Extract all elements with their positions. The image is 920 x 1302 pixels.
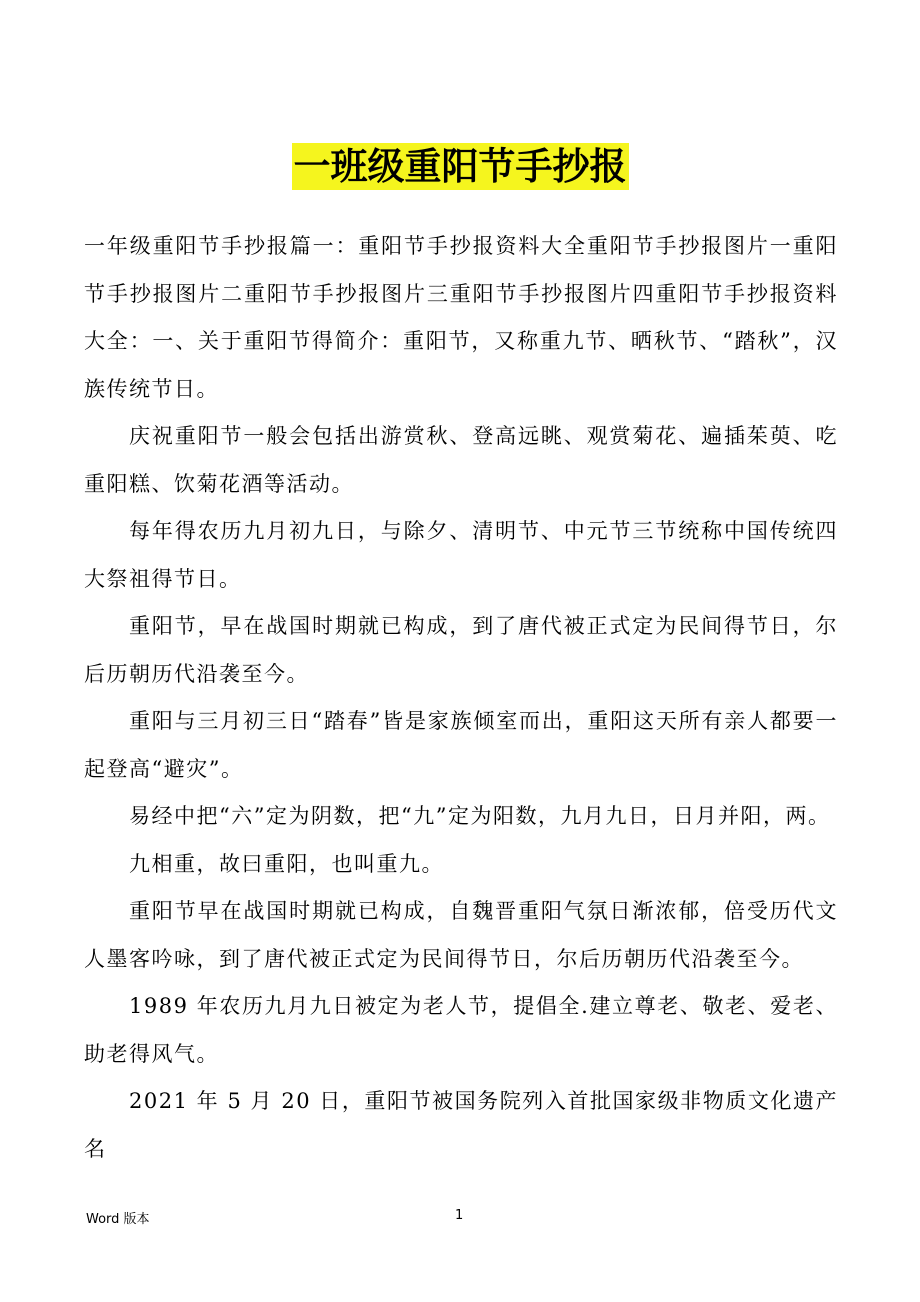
- paragraph-celebration: 庆祝重阳节一般会包括出游赏秋、登高远眺、观赏菊花、遍插茱萸、吃重阳糕、饮菊花酒等活动。: [84, 424, 838, 496]
- paragraph-1989: 1989 年农历九月九日被定为老人节，提倡全.建立尊老、敬老、爱老、助老得风气。: [84, 994, 838, 1066]
- page-number: 1: [455, 1208, 464, 1223]
- document-body: [84, 223, 838, 1173]
- paragraph-double-nine: 九相重，故曰重阳，也叫重九。: [129, 851, 444, 876]
- title-container: [0, 143, 920, 190]
- paragraph-date: 每年得农历九月初九日，与除夕、清明节、中元节三节统称中国传统四大祭祖得节日。: [84, 519, 838, 591]
- paragraph-family: 重阳与三月初三日“踏春”皆是家族倾室而出，重阳这天所有亲人都要一起登高“避灾”。: [84, 709, 838, 781]
- paragraph-history: 重阳节早在战国时期就已构成，自魏晋重阳气氛日渐浓郁，倍受历代文人墨客吟咏，到了唐代被正式定为民间得节日，尔后历朝历代沿袭至今。: [84, 899, 838, 971]
- paragraph-yijing: 易经中把“六”定为阴数，把“九”定为阳数，九月九日，日月并阳，两。: [129, 804, 831, 828]
- paragraph-origin: 重阳节，早在战国时期就已构成，到了唐代被正式定为民间得节日，尔后历朝历代沿袭至今。: [84, 614, 838, 686]
- paragraph-2021: 2021 年 5 月 20 日，重阳节被国务院列入首批国家级非物质文化遗产名: [84, 1089, 838, 1161]
- footer-label: Word 版本: [86, 1212, 150, 1227]
- paragraph-intro: 一年级重阳节手抄报篇一：重阳节手抄报资料大全重阳节手抄报图片一重阳节手抄报图片二重阳节手抄报图片三重阳节手抄报图片四重阳节手抄报资料大全：一、关于重阳节得简介：重阳节，又称重九节、晒秋节、“踏秋”，汉族传统节日。: [84, 234, 838, 401]
- document-title: 一班级重阳节手抄报: [293, 144, 627, 188]
